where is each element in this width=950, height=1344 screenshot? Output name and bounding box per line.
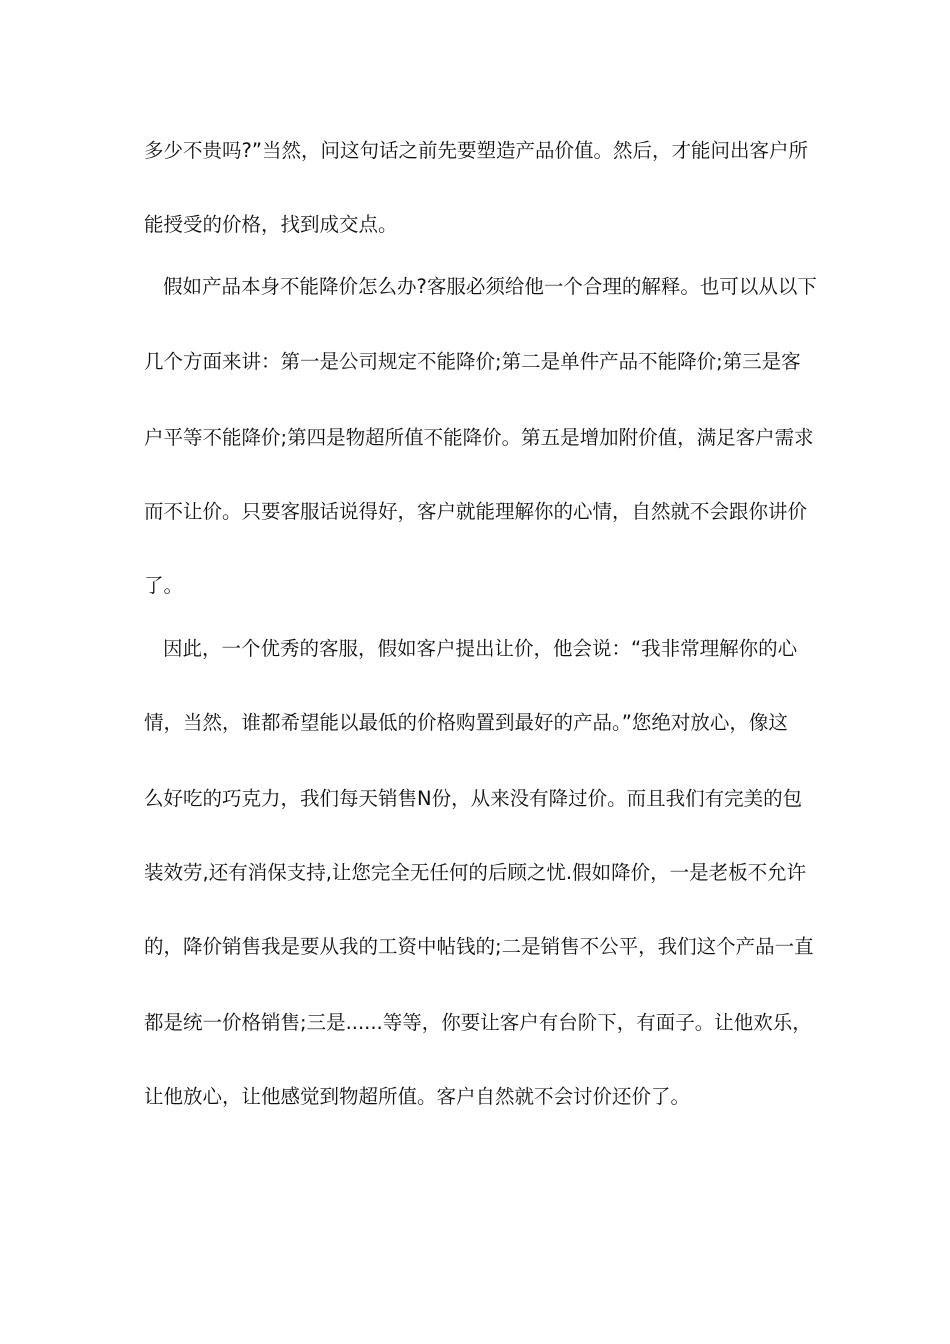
text-line: 能授受的价格，找到成交点。 — [144, 213, 398, 236]
paragraph-start-line: 因此，一个优秀的客服，假如客户提出让价，他会说：“我非常理解你的心 — [163, 637, 798, 660]
text-line: 户平等不能降价;第四是物超所值不能降价。第五是增加附价值，满足客户需求 — [144, 426, 814, 449]
text-line: 多少不贵吗?”当然，问这句话之前先要塑造产品价值。然后，才能问出客户所 — [144, 139, 808, 162]
text-line: 几个方面来讲：第一是公司规定不能降价;第二是单件产品不能降价;第三是客 — [144, 350, 801, 373]
text-line: 了。 — [144, 574, 184, 597]
text-line: 让他放心，让他感觉到物超所值。客户自然就不会讨价还价了。 — [144, 1085, 691, 1108]
text-line: 情，当然，谁都希望能以最低的价格购置到最好的产品。”您绝对放心，像这 — [144, 711, 788, 734]
text-line: 么好吃的巧克力，我们每天销售N份，从来没有降过价。而且我们有完美的包 — [144, 787, 803, 810]
text-line: 都是统一价格销售;三是......等等，你要让客户有台阶下，有面子。让他欢乐， — [144, 1011, 812, 1034]
paragraph-start-line: 假如产品本身不能降价怎么办?客服必须给他一个合理的解释。也可以从以下 — [163, 275, 817, 298]
text-line: 装效劳,还有消保支持,让您完全无任何的后顾之忧.假如降价，一是老板不允许 — [144, 861, 807, 884]
text-line: 的，降价销售我是要从我的工资中帖钱的;二是销售不公平，我们这个产品一直 — [144, 935, 814, 958]
text-line: 而不让价。只要客服话说得好，客户就能理解你的心情，自然就不会跟你讲价 — [144, 500, 808, 523]
